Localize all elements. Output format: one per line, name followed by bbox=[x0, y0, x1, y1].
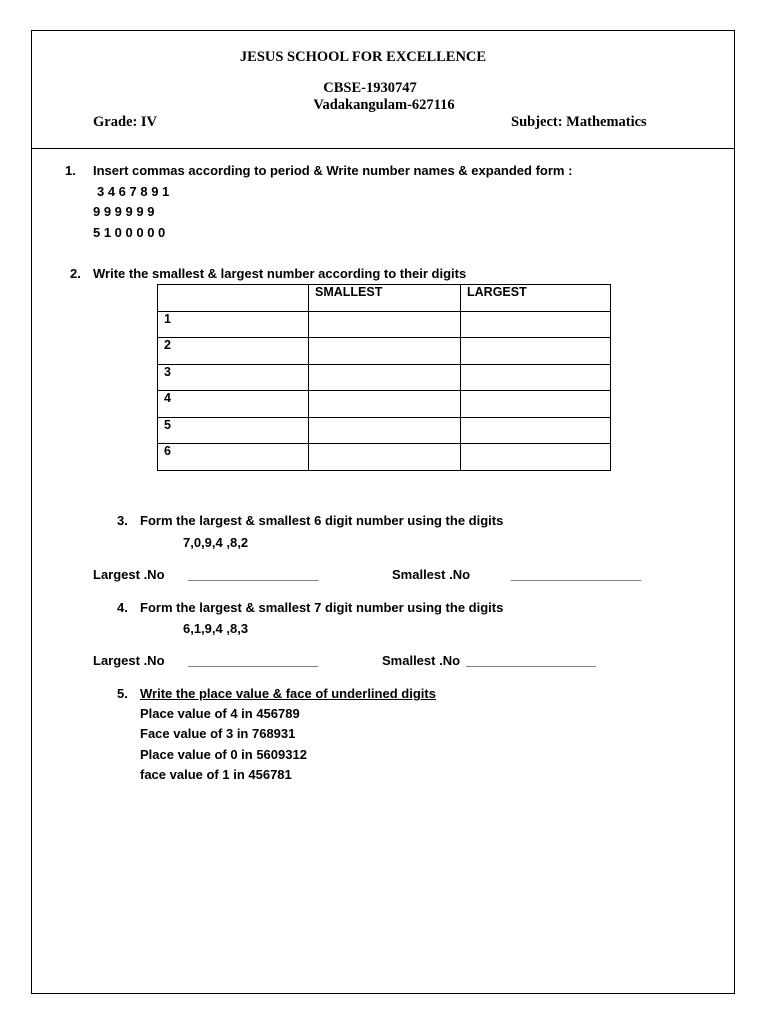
row-number: 6 bbox=[158, 444, 309, 471]
largest-cell[interactable] bbox=[461, 311, 611, 338]
q1-text: Insert commas according to period & Write number names & expanded form : bbox=[93, 163, 573, 178]
table-header-row bbox=[158, 285, 611, 312]
q2-number: 2. bbox=[70, 266, 81, 281]
table-row bbox=[158, 364, 611, 391]
row-number: 4 bbox=[158, 391, 309, 418]
q4-smallest-answer-line[interactable]: __________________ bbox=[466, 653, 597, 668]
q1-item: 5 1 0 0 0 0 0 bbox=[93, 225, 166, 240]
q5-item: face value of 1 in 456781 bbox=[140, 767, 292, 782]
row-number: 1 bbox=[158, 311, 309, 338]
q4-number: 4. bbox=[117, 600, 128, 615]
row-number: 2 bbox=[158, 338, 309, 365]
q4-digits: 6,1,9,4 ,8,3 bbox=[183, 621, 249, 636]
subject-label: Subject: Mathematics bbox=[511, 114, 647, 130]
smallest-cell[interactable] bbox=[309, 444, 461, 471]
largest-cell[interactable] bbox=[461, 364, 611, 391]
table-header-cell bbox=[158, 285, 309, 312]
q3-largest-answer-line[interactable]: __________________ bbox=[188, 567, 319, 582]
smallest-cell[interactable] bbox=[309, 338, 461, 365]
table-row bbox=[158, 417, 611, 444]
q1-item: 9 9 9 9 9 9 bbox=[93, 204, 155, 219]
q3-number: 3. bbox=[117, 513, 128, 528]
q5-item: Place value of 0 in 5609312 bbox=[140, 747, 307, 762]
row-number: 3 bbox=[158, 364, 309, 391]
row-number: 5 bbox=[158, 417, 309, 444]
table-header-largest: LARGEST bbox=[461, 285, 611, 312]
grade-label: Grade: IV bbox=[93, 114, 158, 130]
q4-smallest-label: Smallest .No bbox=[382, 653, 461, 668]
table-row bbox=[158, 391, 611, 418]
q1-number: 1. bbox=[65, 163, 76, 178]
table-header-smallest: SMALLEST bbox=[309, 285, 461, 312]
q5-text: Write the place value & face of underlined digits bbox=[140, 686, 436, 701]
q3-smallest-answer-line[interactable]: __________________ bbox=[511, 567, 642, 582]
header-divider bbox=[31, 148, 735, 149]
table-row bbox=[158, 338, 611, 365]
largest-cell[interactable] bbox=[461, 417, 611, 444]
q4-largest-answer-line[interactable]: __________________ bbox=[188, 653, 319, 668]
smallest-cell[interactable] bbox=[309, 391, 461, 418]
q3-largest-label: Largest .No bbox=[93, 567, 165, 582]
largest-cell[interactable] bbox=[461, 391, 611, 418]
q5-item: Place value of 4 in 456789 bbox=[140, 706, 300, 721]
smallest-cell[interactable] bbox=[309, 311, 461, 338]
cbse-affiliation: CBSE-1930747 bbox=[323, 80, 417, 96]
q2-text: Write the smallest & largest number according to their digits bbox=[93, 266, 467, 281]
smallest-cell[interactable] bbox=[309, 364, 461, 391]
largest-cell[interactable] bbox=[461, 444, 611, 471]
smallest-cell[interactable] bbox=[309, 417, 461, 444]
q3-text: Form the largest & smallest 6 digit number using the digits bbox=[140, 513, 504, 528]
q4-text: Form the largest & smallest 7 digit number using the digits bbox=[140, 600, 504, 615]
school-name: JESUS SCHOOL FOR EXCELLENCE bbox=[239, 49, 487, 65]
q3-digits: 7,0,9,4 ,8,2 bbox=[183, 535, 249, 550]
largest-cell[interactable] bbox=[461, 338, 611, 365]
q3-smallest-label: Smallest .No bbox=[392, 567, 471, 582]
digits-table bbox=[157, 284, 611, 471]
school-location: Vadakangulam-627116 bbox=[313, 97, 455, 113]
table-row bbox=[158, 311, 611, 338]
q5-item: Face value of 3 in 768931 bbox=[140, 726, 296, 741]
q4-largest-label: Largest .No bbox=[93, 653, 165, 668]
q1-item: 3 4 6 7 8 9 1 bbox=[97, 184, 170, 199]
table-row bbox=[158, 444, 611, 471]
q5-number: 5. bbox=[117, 686, 128, 701]
